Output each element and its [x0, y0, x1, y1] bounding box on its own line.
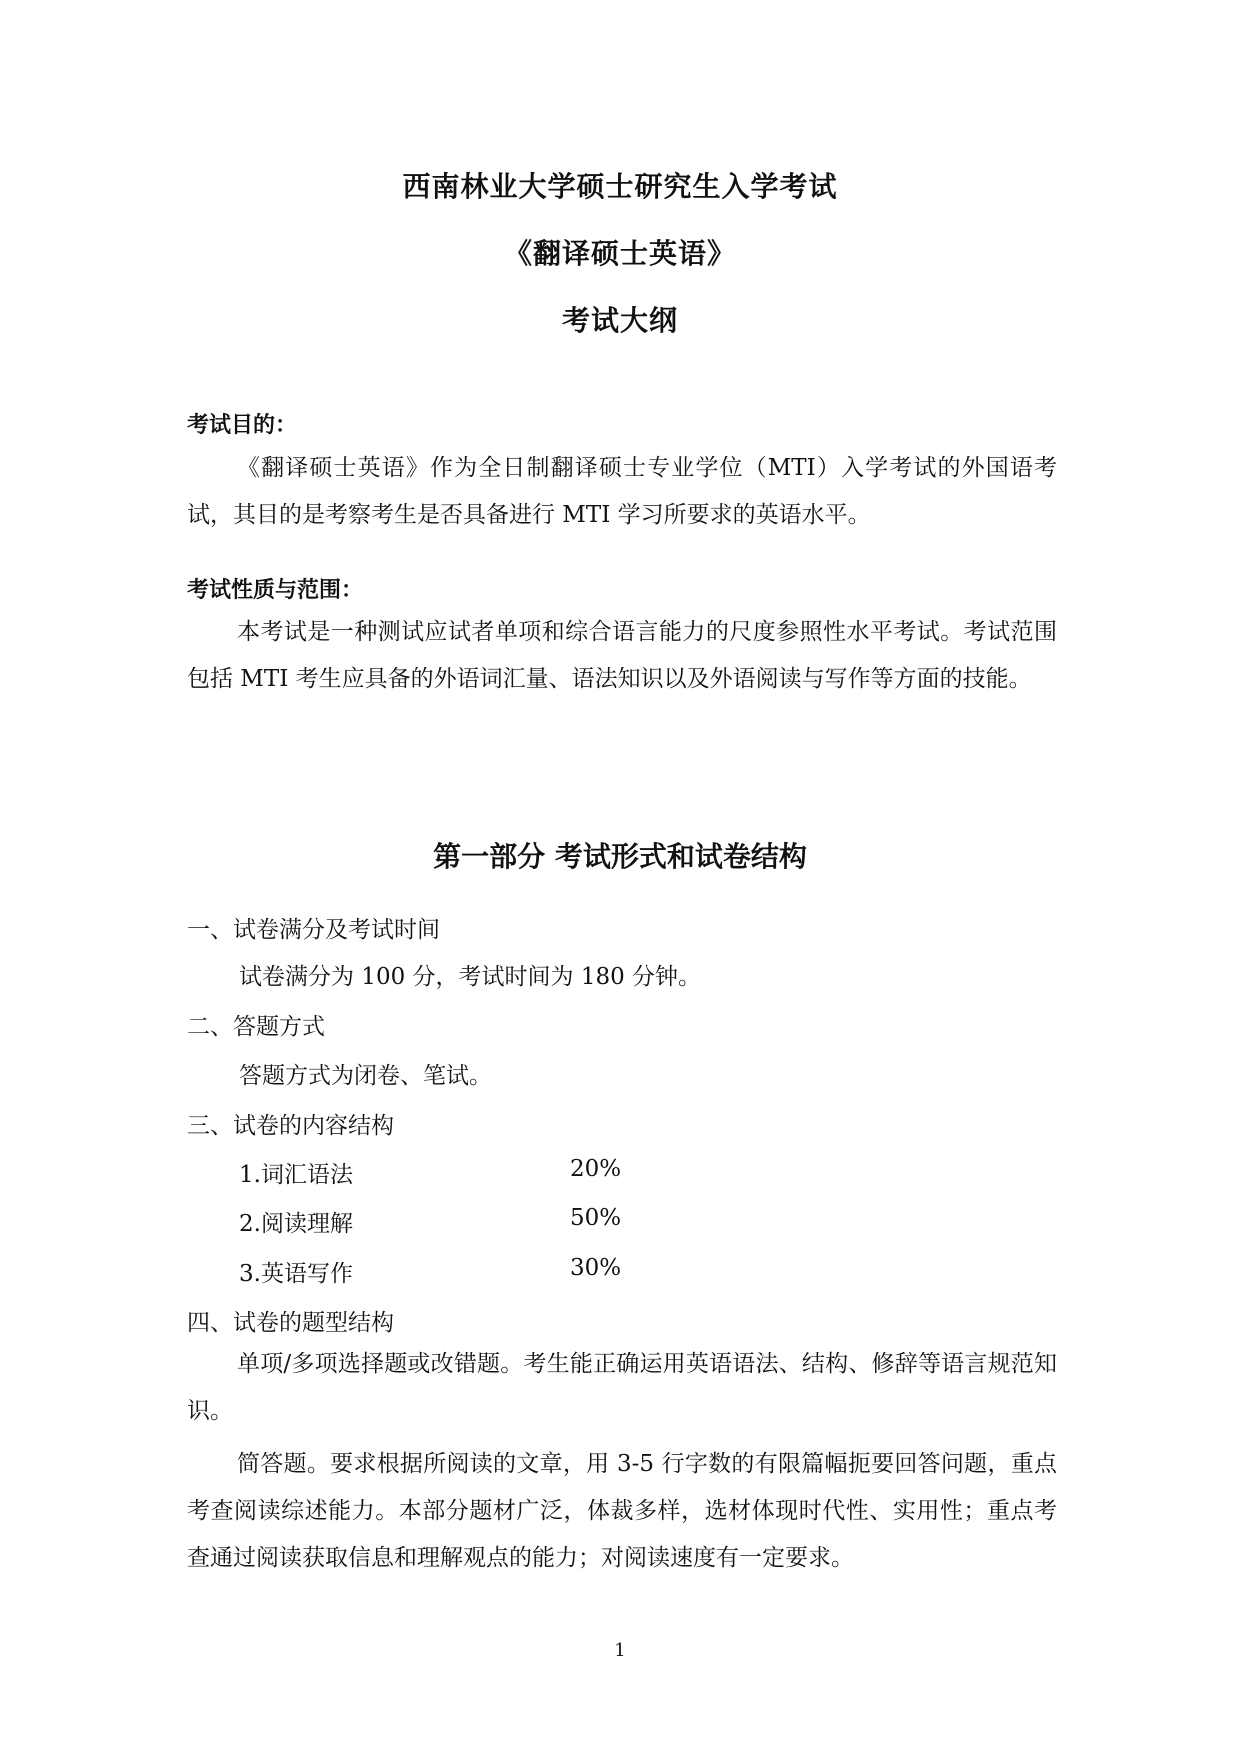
purpose-paragraph: 《翻译硕士英语》作为全日制翻译硕士专业学位（MTI）入学考试的外国语考试，其目的是考察考生是否具备进行 MTI 学习所要求的英语水平。 [187, 455, 1057, 528]
page-number: 1 [614, 1640, 626, 1661]
document-subtitle: 《翻译硕士英语》 [503, 237, 736, 270]
document-title: 西南林业大学硕士研究生入学考试 [402, 170, 838, 203]
question-types-paragraph: 单项/多项选择题或改错题。考生能正确运用英语语法、结构、修辞等语言规范知识。 [187, 1351, 1057, 1424]
purpose-heading: 考试目的： [187, 413, 298, 438]
structure-item-value: 30% [570, 1255, 622, 1281]
question-types-paragraph: 简答题。要求根据所阅读的文章，用 3-5 行字数的有限篇幅扼要回答问题，重点考查阅读综述能力。本部分题材广泛，体裁多样，选材体现时代性、实用性；重点考查通过阅读获取信息和理解观点的能力；对阅读速度有一定要求。 [187, 1451, 1057, 1571]
answer-method-text: 答题方式为闭卷、笔试。 [239, 1063, 492, 1089]
structure-item-label: 1.词汇语法 [239, 1162, 353, 1188]
structure-item-value: 20% [570, 1156, 622, 1182]
score-time-heading: 一、试卷满分及考试时间 [187, 917, 440, 943]
content-structure-heading: 三、试卷的内容结构 [187, 1113, 394, 1139]
answer-method-heading: 二、答题方式 [187, 1014, 325, 1040]
score-time-text: 试卷满分为 100 分，考试时间为 180 分钟。 [239, 964, 702, 990]
nature-paragraph: 本考试是一种测试应试者单项和综合语言能力的尺度参照性水平考试。考试范围包括 MTI 考生应具备的外语词汇量、语法知识以及外语阅读与写作等方面的技能。 [187, 619, 1057, 692]
nature-heading: 考试性质与范围： [187, 578, 364, 603]
structure-item-label: 2.阅读理解 [239, 1211, 353, 1237]
structure-item-value: 50% [570, 1205, 622, 1231]
question-types-heading: 四、试卷的题型结构 [187, 1310, 394, 1336]
part1-title: 第一部分 考试形式和试卷结构 [433, 840, 807, 873]
structure-item-label: 3.英语写作 [239, 1261, 353, 1287]
document-type: 考试大纲 [561, 304, 678, 337]
